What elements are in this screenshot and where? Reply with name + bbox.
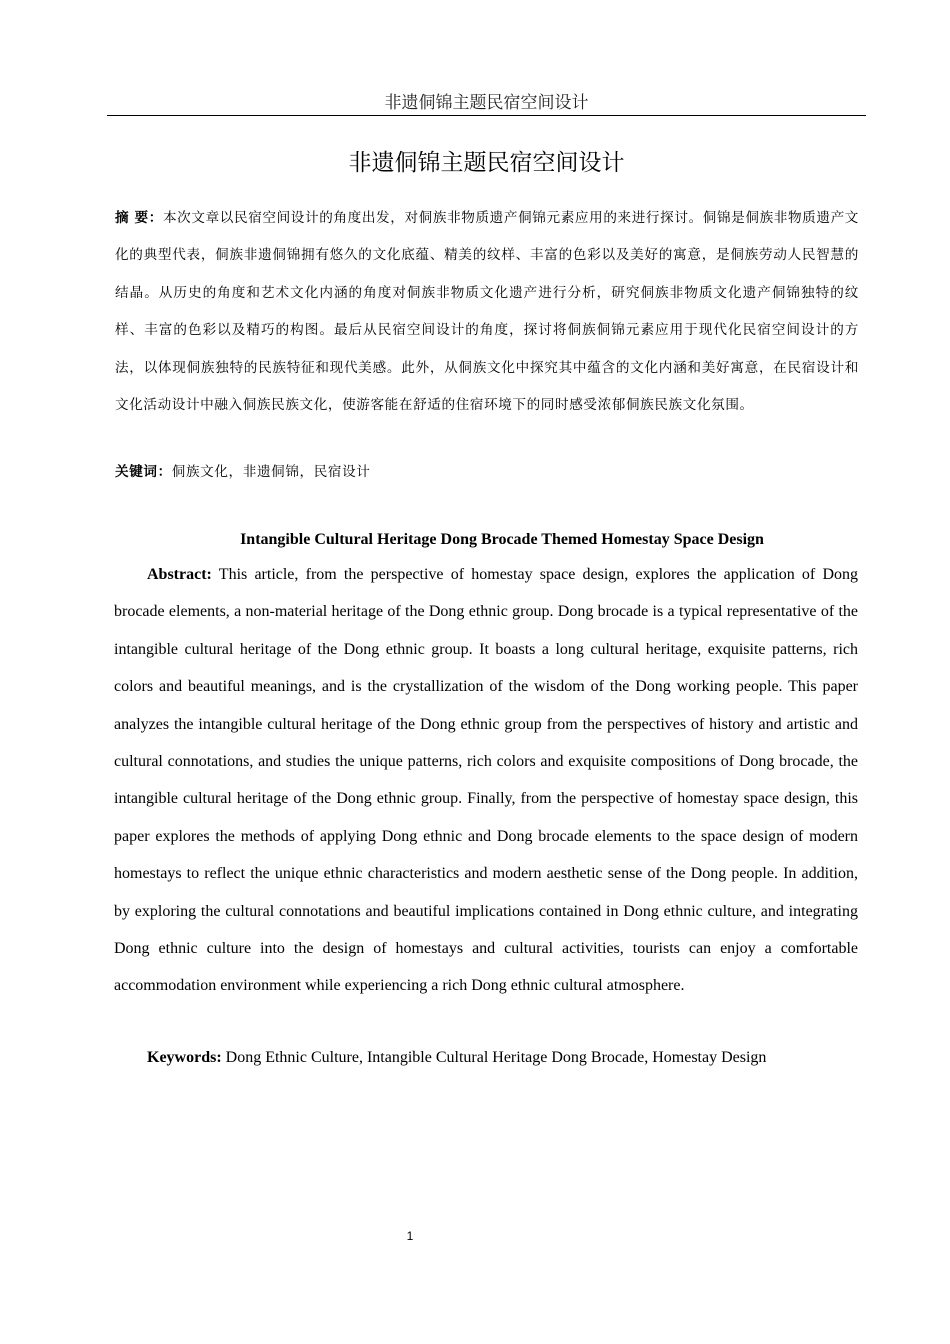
english-abstract [114, 556, 858, 1005]
page-number: 1 [406, 1229, 414, 1243]
chinese-abstract [115, 200, 859, 424]
chinese-keywords-text: 侗族文化，非遗侗锦，民宿设计 [171, 464, 371, 480]
chinese-title: 非遗侗锦主题民宿空间设计 [348, 150, 625, 176]
english-abstract-text: This article, from the perspective of homestay space design, explores the application of Dong brocade elements, a non-material heritage of the Dong ethnic group. Dong brocade is a typical representative of the intangible cultural heritage of the Dong ethnic group. It boasts a long cultural heritage, exquisite patterns, rich colors and beautiful meanings, and is the crystallization of the wisdom of the Dong working people. This paper analyzes the intangible cultural heritage of the Dong ethnic group from the perspectives of history and artistic and cultural connotations, and studies the unique patterns, rich colors and exquisite compositions of Dong brocade, the intangible cultural heritage of the Dong ethnic group. Finally, from the perspective of homestay space design, this paper explores the methods of applying Dong ethnic and Dong brocade elements to the space design of modern homestays to reflect the unique ethnic characteristics and modern aesthetic sense of the Dong people. In addition, by exploring the cultural connotations and beautiful implications contained in Dong ethnic culture, and integrating Dong ethnic culture into the design of homestays and cultural activities, tourists can enjoy a comfortable accommodation environment while experiencing a rich Dong ethnic cultural atmosphere. [114, 566, 858, 995]
chinese-keywords-label: 关键词： [115, 464, 172, 480]
chinese-abstract-label: 摘 要： [115, 210, 163, 226]
chinese-abstract-text: 本次文章以民宿空间设计的角度出发，对侗族非物质遗产侗锦元素应用的来进行探讨。侗锦是侗族非物质遗产文化的典型代表，侗族非遗侗锦拥有悠久的文化底蕴、精美的纹样、丰富的色彩以及美好的寓意，是侗族劳动人民智慧的结晶。从历史的角度和艺术文化内涵的角度对侗族非物质文化遗产进行分析，研究侗族非物质文化遗产侗锦独特的纹样、丰富的色彩以及精巧的构图。最后从民宿空间设计的角度，探讨将侗族侗锦元素应用于现代化民宿空间设计的方法，以体现侗族独特的民族特征和现代美感。此外，从侗族文化中探究其中蕴含的文化内涵和美好寓意，在民宿设计和文化活动设计中融入侗族民族文化，使游客能在舒适的住宿环境下的同时感受浓郁侗族民族文化氛围。 [115, 210, 859, 414]
english-title: Intangible Cultural Heritage Dong Brocade Themed Homestay Space Design [240, 531, 764, 548]
running-header: 非遗侗锦主题民宿空间设计 [384, 93, 589, 113]
english-keywords-label: Keywords: [147, 1049, 222, 1066]
english-abstract-label: Abstract: [147, 566, 212, 583]
header-rule [107, 115, 866, 116]
english-keywords [114, 1044, 858, 1072]
chinese-keywords [115, 458, 859, 486]
english-keywords-text: Dong Ethnic Culture, Intangible Cultural Heritage Dong Brocade, Homestay Design [225, 1049, 767, 1066]
